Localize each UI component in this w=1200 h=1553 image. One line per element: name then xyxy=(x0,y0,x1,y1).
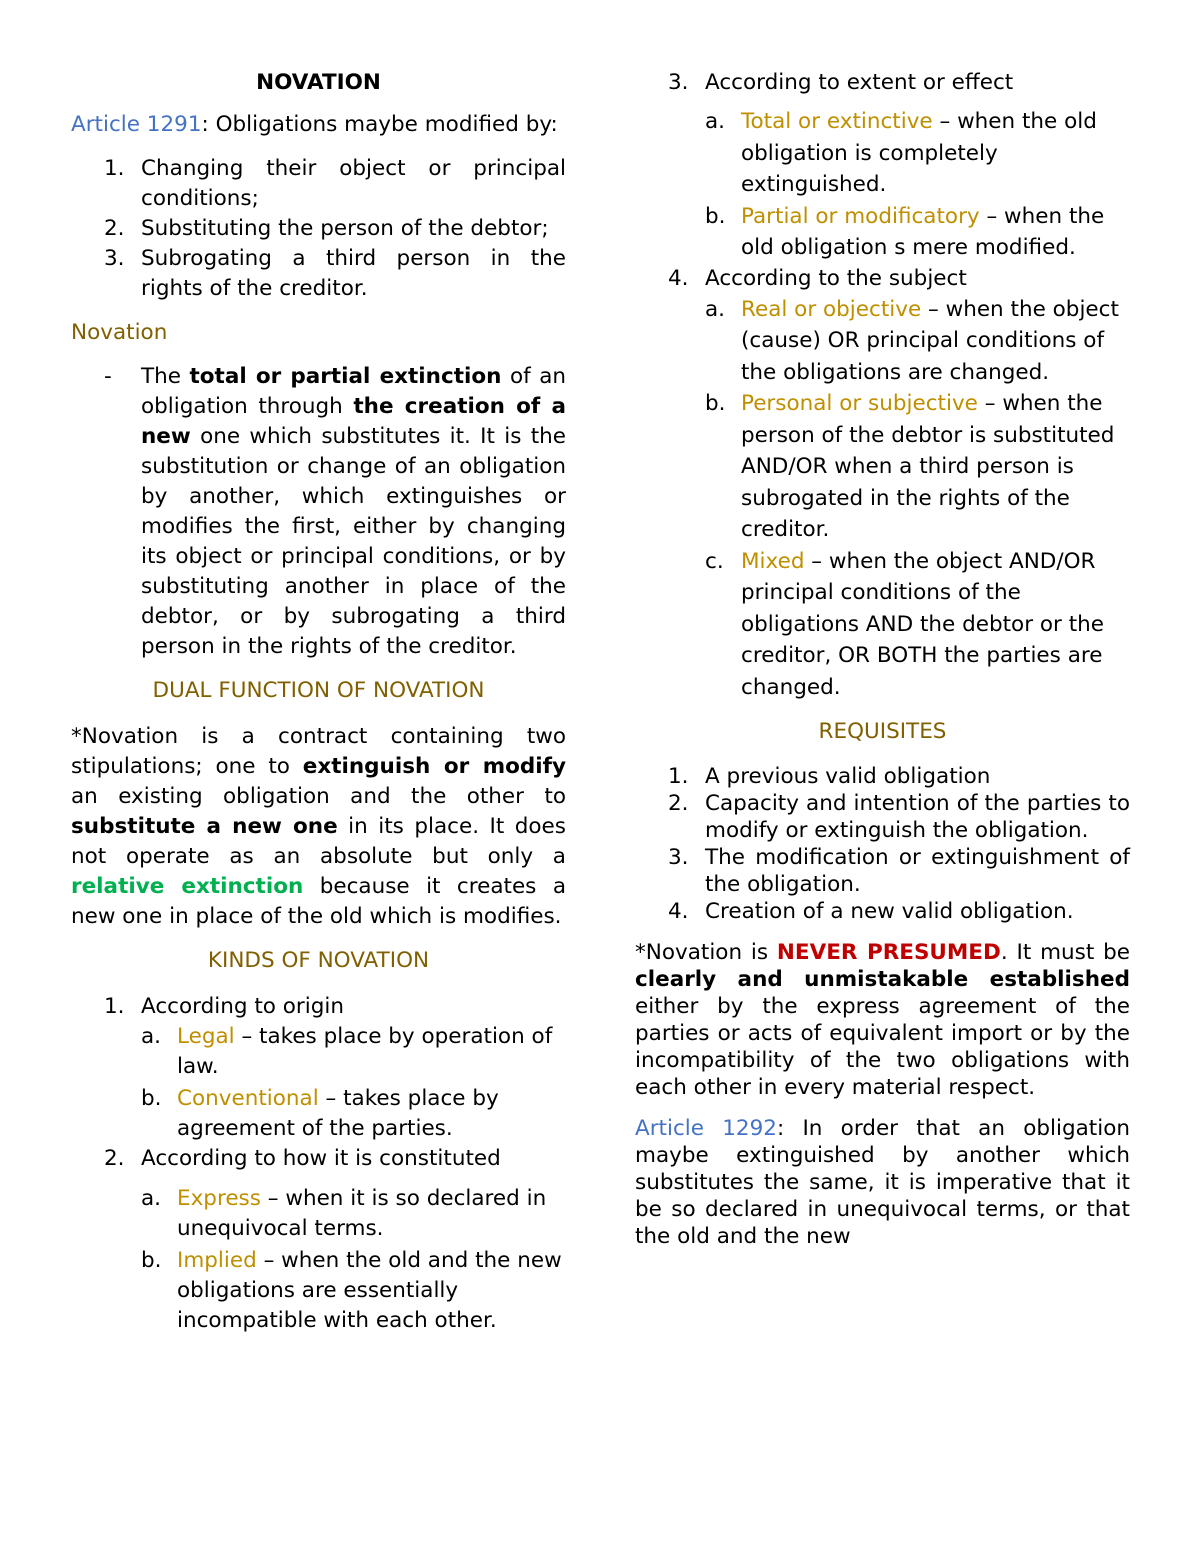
article-1292: Article 1292: In order that an obligation maybe extinguished by another which substitutes the same, it is imperative that it be so declared in unequivocal terms, or that the old and the new xyxy=(635,1116,1130,1249)
article-1291 xyxy=(71,110,566,140)
list-item: 4. Creation of a new valid obligation. xyxy=(668,899,1074,924)
sub-item: a. Express – when it is so declared in unequivocal terms. xyxy=(141,1186,547,1241)
sub-item: b. Personal or subjective – when the person of the debtor is substituted AND/OR when a third person is subrogated in the rights of the creditor. xyxy=(705,391,1115,542)
list-item: 2. Capacity and intention of the parties to modify or extinguish the obligation. xyxy=(668,791,1130,843)
article-1291-label: Article 1291 xyxy=(71,112,202,137)
dual-function-heading: DUAL FUNCTION OF NOVATION xyxy=(152,678,485,703)
kinds-list-right xyxy=(635,68,1130,703)
list-item: 1. According to origin xyxy=(104,994,344,1019)
novation-heading: Novation xyxy=(71,320,168,345)
sub-item: c. Mixed – when the object AND/OR principal conditions of the obligations AND the debtor or the creditor, OR BOTH the parties are changed. xyxy=(705,548,1104,700)
list-item: 3. The modification or extinguishment of the obligation. xyxy=(668,845,1130,897)
list-item: 3. Subrogating a third person in the rights of the creditor. xyxy=(104,246,566,301)
sub-item: a. Legal – takes place by operation of law. xyxy=(141,1024,553,1079)
article-1291-list xyxy=(71,154,566,304)
dual-function-paragraph: *Novation is a contract containing two stipulations; one to extinguish or modify an existing obligation and the other to substitute a new one in its place. It does not operate as an absolute but only a relative extinction because it creates a new one in place of the old which is modifies. xyxy=(71,724,566,929)
never-presumed-paragraph: *Novation is NEVER PRESUMED. It must be clearly and unmistakable established either by the express agreement of the parties or acts of equivalent import or by the incompatibility of the two obligations with each other in every material respect. xyxy=(635,940,1130,1100)
novation-definition: - The total or partial extinction of an obligation through the creation of a new one which substitutes it. It is the substitution or change of an obligation by another, which extinguishes or modifies the first, either by changing its object or principal conditions, or by substituting another in place of the debtor, or by subrogating a third person in the rights of the creditor. xyxy=(104,364,566,659)
sub-item: b. Conventional – takes place by agreement of the parties. xyxy=(141,1086,499,1141)
requisites-list xyxy=(635,763,1130,925)
never-presumed: NEVER PRESUMED xyxy=(776,940,1001,965)
list-item: 3. According to extent or effect xyxy=(668,70,1014,95)
sub-item: a. Total or extinctive – when the old obligation is completely extinguished. xyxy=(705,109,1097,197)
sub-item: b. Implied – when the old and the new obligations are essentially incompatible with each other. xyxy=(141,1248,562,1333)
kinds-heading: KINDS OF NOVATION xyxy=(207,948,430,973)
dash-bullet: - xyxy=(104,364,112,389)
list-item: 1. Changing their object or principal conditions; xyxy=(104,156,566,211)
requisites-heading: REQUISITES xyxy=(818,719,947,744)
sub-item: a. Real or objective – when the object (cause) OR principal conditions of the obligations are changed. xyxy=(705,296,1119,385)
list-item: 2. Substituting the person of the debtor; xyxy=(104,216,549,241)
relative-extinction: relative extinction xyxy=(71,874,304,899)
kinds-list-left xyxy=(71,992,566,1336)
article-1291-text: : Obligations maybe modified by: xyxy=(201,112,558,137)
article-1292-label: Article 1292 xyxy=(635,1116,777,1141)
left-column xyxy=(71,68,566,1336)
sub-item: b. Partial or modificatory – when the old obligation s mere modified. xyxy=(705,203,1105,260)
list-item: 4. According to the subject xyxy=(668,265,967,291)
list-item: 1. A previous valid obligation xyxy=(668,764,991,789)
right-column xyxy=(635,68,1130,1250)
page-title: NOVATION xyxy=(256,70,381,95)
list-item: 2. According to how it is constituted xyxy=(104,1146,501,1171)
